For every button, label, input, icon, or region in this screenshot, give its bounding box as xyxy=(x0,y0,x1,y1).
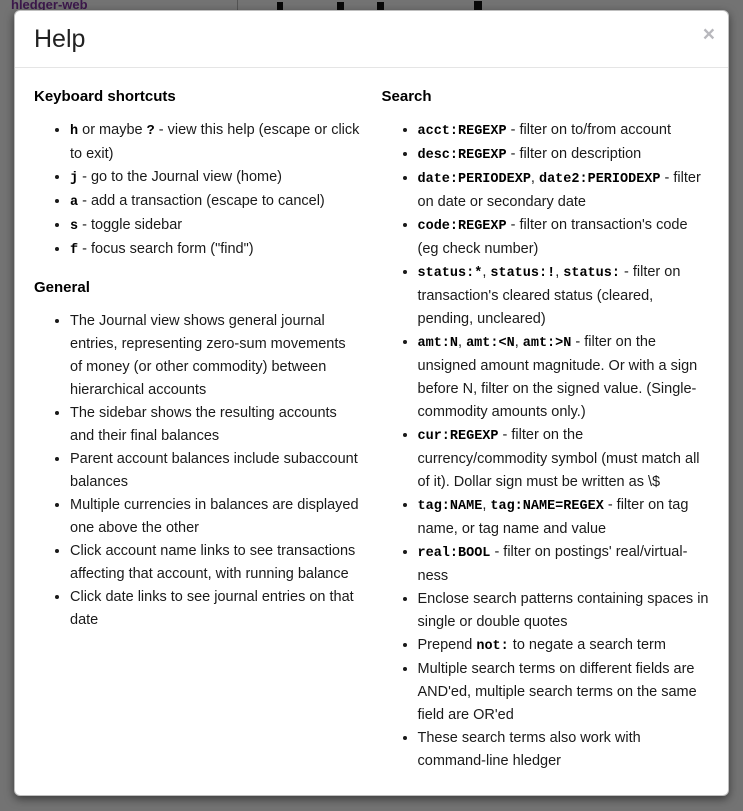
code-token: j xyxy=(70,171,79,186)
section-heading: Keyboard shortcuts xyxy=(34,88,176,105)
help-list-item: • Enclose search patterns containing spaces in single or double quotes xyxy=(418,588,710,634)
help-list-item: • a - add a transaction (escape to cancel) xyxy=(70,190,361,214)
code-token: date:PERIODEXP xyxy=(417,172,531,187)
help-list-item: • real:BOOL - filter on postings' real/virtual-ness xyxy=(418,541,710,588)
help-list-item: • cur:REGEXP - filter on the currency/commodity symbol (must match all of it). Dollar sign must be written as \$ xyxy=(418,424,710,494)
help-list-item: • Multiple currencies in balances are displayed one above the other xyxy=(70,494,361,540)
code-token: ? xyxy=(146,124,155,139)
help-list-item: • Prepend not: to negate a search term xyxy=(418,634,710,658)
help-modal xyxy=(14,10,729,796)
code-token: amt:>N xyxy=(522,336,572,351)
help-list-item: • s - toggle sidebar xyxy=(70,214,361,238)
section-heading: General xyxy=(34,279,90,296)
help-list-item: • Parent account balances include subaccount balances xyxy=(70,448,361,494)
help-list-item: • h or maybe ? - view this help (escape or click to exit) xyxy=(70,119,361,166)
code-token: status:! xyxy=(490,266,556,281)
code-token: not: xyxy=(476,639,509,654)
code-token: a xyxy=(70,195,79,210)
section-heading: Search xyxy=(381,88,432,105)
code-token: s xyxy=(70,219,79,234)
help-list-item: • status:*, status:!, status: - filter on transaction's cleared status (cleared, pending, uncleared) xyxy=(418,261,710,331)
code-token: date2:PERIODEXP xyxy=(538,172,661,187)
modal-title: Help xyxy=(34,25,86,53)
help-column-left xyxy=(34,87,372,783)
code-token: f xyxy=(70,243,79,258)
help-list-item: • Click date links to see journal entries on that date xyxy=(70,586,361,632)
code-token: amt:<N xyxy=(466,336,515,351)
help-list-item: • Multiple search terms on different fields are AND'ed, multiple search terms on the same field are OR'ed xyxy=(418,658,710,727)
help-list xyxy=(34,119,361,262)
help-list-item: • date:PERIODEXP, date2:PERIODEXP - filter on date or secondary date xyxy=(418,167,710,214)
help-list-item: • The Journal view shows general journal entries, representing zero-sum movements of money (or other commodity) between hierarchical accounts xyxy=(70,310,361,402)
code-token: tag:NAME xyxy=(417,499,483,514)
code-token: code:REGEXP xyxy=(417,219,507,234)
code-token: status:* xyxy=(417,266,483,281)
code-token: cur:REGEXP xyxy=(417,429,499,444)
help-list xyxy=(382,119,710,773)
help-list xyxy=(34,310,361,632)
modal-body xyxy=(15,68,728,796)
help-list-item: • desc:REGEXP - filter on description xyxy=(418,143,710,167)
help-list-item: • These search terms also work with command-line hledger xyxy=(418,727,710,773)
help-list-item: • f - focus search form ("find") xyxy=(70,238,361,262)
help-list-item: • acct:REGEXP - filter on to/from account xyxy=(418,119,710,143)
code-token: acct:REGEXP xyxy=(417,124,507,139)
code-token: real:BOOL xyxy=(417,546,491,561)
help-list-item: • amt:N, amt:<N, amt:>N - filter on the unsigned amount magnitude. Or with a sign before N, filter on the signed value. (Single-commodity amounts only.) xyxy=(418,331,710,424)
code-token: status: xyxy=(563,266,620,281)
help-column-right xyxy=(372,87,710,783)
close-icon[interactable]: × xyxy=(702,23,715,46)
code-token: amt:N xyxy=(417,336,459,351)
code-token: desc:REGEXP xyxy=(417,148,507,163)
help-list-item: • Click account name links to see transactions affecting that account, with running balance xyxy=(70,540,361,586)
help-list-item: • code:REGEXP - filter on transaction's code (eg check number) xyxy=(418,214,710,261)
help-list-item: • tag:NAME, tag:NAME=REGEX - filter on tag name, or tag name and value xyxy=(418,494,710,541)
code-token: tag:NAME=REGEX xyxy=(490,499,604,514)
modal-header xyxy=(15,11,728,68)
help-list-item: • The sidebar shows the resulting accounts and their final balances xyxy=(70,402,361,448)
code-token: h xyxy=(70,124,79,139)
help-list-item: • j - go to the Journal view (home) xyxy=(70,166,361,190)
